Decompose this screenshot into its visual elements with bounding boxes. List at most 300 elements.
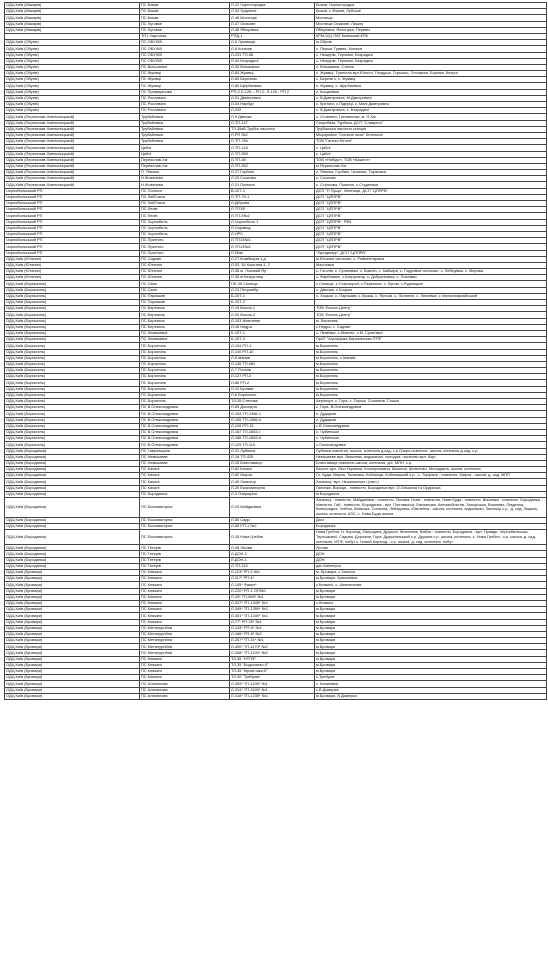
consumers-cell[interactable]: м.Бровари (315, 588, 547, 594)
dispatch-center-cell[interactable]: ОДЦ Київ (Бориспіль) (5, 392, 140, 398)
substation-cell[interactable]: ПС Березань (140, 312, 230, 318)
line-cell[interactable]: Л-84 Березняк (230, 77, 315, 83)
consumers-cell[interactable]: Немішаєве вул. Вишнева, водоканал, колодязі, частково вул. Корі. (315, 454, 547, 460)
substation-cell[interactable]: ПС Бориспіль (140, 374, 230, 380)
dispatch-center-cell[interactable]: ОДЦ Київ (Бровари) (5, 613, 140, 619)
line-cell[interactable]: Л-351* ТП-1340* №1 (230, 613, 315, 619)
dispatch-center-cell[interactable]: ОДЦ Київ (Бородянка) (5, 545, 140, 551)
consumers-cell[interactable]: дач Киїенерго (315, 563, 547, 569)
consumers-cell[interactable]: м.Бориспіль (315, 380, 547, 386)
dispatch-center-cell[interactable]: ОДЦ Київ (Бровари) (5, 687, 140, 693)
consumers-cell[interactable]: с.Олександрівка (315, 442, 547, 448)
consumers-cell[interactable]: м.Бориспіль, с Іванків (315, 355, 547, 361)
dispatch-center-cell[interactable]: ОДЦ Київ (Ютянин) (5, 275, 140, 281)
line-cell[interactable]: Л-257* ТП-31* №1 (230, 638, 315, 644)
line-cell[interactable]: Л-20 Ексковаторна (230, 485, 315, 491)
dispatch-center-cell[interactable]: ОДЦ Київ (Бориспіль) (5, 399, 140, 405)
consumers-cell[interactable]: Мікрорайон "Спільне лиха" Котельня (315, 132, 547, 138)
consumers-cell[interactable]: м.Бровари (315, 607, 547, 613)
dispatch-center-cell[interactable]: ОДЦ Київ (Обухів) (5, 77, 140, 83)
consumers-cell[interactable]: с. Кощинівка (315, 89, 547, 95)
line-cell[interactable]: Л-83 Жуківці (230, 71, 315, 77)
consumers-cell[interactable]: Дачі (315, 517, 547, 523)
dispatch-center-cell[interactable]: ОДЦ Київ (Бориспіль) (5, 368, 140, 374)
line-cell[interactable]: Л-69 Дослідна (230, 405, 315, 411)
substation-cell[interactable]: ПС Бориспіль (140, 343, 230, 349)
consumers-cell[interactable]: м.Ютянин частково, с. Рейментарівка (315, 256, 547, 262)
dispatch-center-cell[interactable]: ОДЦ Київ (Бровари) (5, 619, 140, 625)
consumers-cell[interactable]: с. В.Дмитровичі, М.Дмитровичі (315, 95, 547, 101)
substation-cell[interactable]: Переяслав-Хм (140, 163, 230, 169)
consumers-cell[interactable]: с. Калинівка (315, 681, 547, 687)
substation-cell[interactable]: ПС Жуківці (140, 77, 230, 83)
consumers-cell[interactable]: с. Жуківці, с. Щербанівка (315, 83, 547, 89)
line-cell[interactable]: РПД-1 (230, 33, 315, 39)
dispatch-center-cell[interactable]: ОДЦ Київ (Бровари) (5, 669, 140, 675)
line-cell[interactable]: Л-186 ТП-1653-ІІ (230, 436, 315, 442)
dispatch-center-cell[interactable]: ОДЦ Київ (Переяслав-Хмельницький) (5, 114, 140, 120)
dispatch-center-cell[interactable]: ОДЦ Київ (Бровари) (5, 644, 140, 650)
dispatch-center-cell[interactable]: ОДЦ Київ (Бровари) (5, 582, 140, 588)
line-cell[interactable]: Л-47 Осикове (230, 21, 315, 27)
substation-cell[interactable]: ПС Тетерів (140, 545, 230, 551)
consumers-cell[interactable]: с. Леміївка, с.Жовтне, с.М. Сулогівка (315, 330, 547, 336)
dispatch-center-cell[interactable]: ОДЦ Київ (Бородянка) (5, 454, 140, 460)
line-cell[interactable]: Л-ТП1Ф (230, 207, 315, 213)
dispatch-center-cell[interactable]: ОДЦ Київ (Обухів) (5, 64, 140, 70)
line-cell[interactable]: Л-28 Лісова (230, 545, 315, 551)
line-cell[interactable]: Л-5 Лукавиця (230, 40, 315, 46)
line-cell[interactable]: Л-135 ТП-982 (230, 361, 315, 367)
line-cell[interactable]: Л-46 Мостище (230, 15, 315, 21)
consumers-cell[interactable]: ДОН (315, 551, 547, 557)
line-cell[interactable]: Л-ТП-79-1 (230, 194, 315, 200)
consumers-cell[interactable]: м.Бровари (315, 650, 547, 656)
substation-cell[interactable]: ПС Ексковаторна (140, 530, 230, 545)
substation-cell[interactable]: ПС Металургійна (140, 650, 230, 656)
substation-cell[interactable]: ПС Княжичі (140, 607, 230, 613)
consumers-cell[interactable]: с. Строкова, Помоклі, с.Студеники (315, 182, 547, 188)
consumers-cell[interactable]: КРМ-2(1) ПАТ Київський КПК (315, 33, 547, 39)
substation-cell[interactable]: ПС Бишів (140, 3, 230, 9)
dispatch-center-cell[interactable]: Чорнобильський РП (5, 244, 140, 250)
consumers-cell[interactable]: м.Бровари (315, 594, 547, 600)
substation-cell[interactable]: ПС Бишів (140, 15, 230, 21)
consumers-cell[interactable]: Загальці: вул. Незалежності (част.) (315, 479, 547, 485)
substation-cell[interactable]: ПС Княжичі (140, 619, 230, 625)
consumers-cell[interactable]: ДСП "ЦППРВ" (315, 201, 547, 207)
substation-cell[interactable]: Трубайлівка (140, 126, 230, 132)
substation-cell[interactable]: ПС Прип'ять (140, 244, 230, 250)
line-cell[interactable]: Л-10 Кучаків (230, 386, 315, 392)
substation-cell[interactable]: ПС В.Олександрівка (140, 405, 230, 411)
dispatch-center-cell[interactable]: ОДЦ Київ (Боришпіль) (5, 306, 140, 312)
line-cell[interactable]: Л-15 Блиставиця (230, 460, 315, 466)
substation-cell[interactable]: ПС ЛабГлиха (140, 194, 230, 200)
substation-cell[interactable]: Циблі (140, 151, 230, 157)
dispatch-center-cell[interactable]: ОДЦ Київ (Макарів) (5, 15, 140, 21)
line-cell[interactable]: Л-126 РП-13 (230, 423, 315, 429)
consumers-cell[interactable]: Лісова (315, 545, 547, 551)
substation-cell[interactable]: ПС Ексковаторна (140, 517, 230, 523)
dispatch-center-cell[interactable]: ОДЦ Київ (Бориспіль) (5, 423, 140, 429)
dispatch-center-cell[interactable]: ОДЦ Київ (Бориспіль) (5, 361, 140, 367)
dispatch-center-cell[interactable]: Чорнобильський РП (5, 188, 140, 194)
substation-cell[interactable]: ПС Бородянка (140, 491, 230, 497)
consumers-cell[interactable]: Аеропорт, с. Гора, с. Гирськ, Сошників, Сошки (315, 399, 547, 405)
substation-cell[interactable]: Переяслав-Хм (140, 157, 230, 163)
line-cell[interactable]: Л-20 Соснова (230, 176, 315, 182)
dispatch-center-cell[interactable]: ОДЦ Київ (Бориспіль) (5, 386, 140, 392)
dispatch-center-cell[interactable]: ОДЦ Київ (Бородянка) (5, 517, 140, 523)
dispatch-center-cell[interactable]: ОДЦ Київ (Макарів) (5, 9, 140, 15)
consumers-cell[interactable]: с.Княжичі (315, 600, 547, 606)
line-cell[interactable]: Л-27 Горбані (230, 170, 315, 176)
line-cell[interactable]: Л-25* ТП-989* №1 (230, 594, 315, 600)
line-cell[interactable]: Л-35 м. Лозовий Яр (230, 269, 315, 275)
dispatch-center-cell[interactable]: ОДЦ Київ (Макарів) (5, 3, 140, 9)
consumers-cell[interactable]: с.Требухів (315, 675, 547, 681)
consumers-cell[interactable]: м.Бориспіль (315, 392, 547, 398)
substation-cell[interactable]: ПС Рославичі (140, 102, 230, 108)
substation-cell[interactable]: ПС Качалі (140, 473, 230, 479)
consumers-cell[interactable]: Блиставиця повністю школа, котельня, д/с, МПН, с.р. (315, 460, 547, 466)
line-cell[interactable]: Л-77* РП-25* №1 (230, 619, 315, 625)
line-cell[interactable]: Л-166* РП-8* №2 (230, 631, 315, 637)
line-cell[interactable]: Л-ТП-143 (230, 145, 315, 151)
dispatch-center-cell[interactable]: ОДЦ Київ (Бориспіль) (5, 442, 140, 448)
line-cell[interactable]: Л-34 Нарбур (230, 102, 315, 108)
substation-cell[interactable]: ПС Жуківці (140, 83, 230, 89)
substation-cell[interactable]: ПС Княжичі (140, 570, 230, 576)
substation-cell[interactable]: ПС Паришків (140, 293, 230, 299)
consumers-cell[interactable]: м.Бориспіль (315, 361, 547, 367)
consumers-cell[interactable]: м.Бориспіль (315, 368, 547, 374)
substation-cell[interactable]: ПС Княжичі (140, 588, 230, 594)
substation-cell[interactable]: ПС Бориспіль (140, 368, 230, 374)
substation-cell[interactable]: ПС Немішаєве (140, 460, 230, 466)
substation-cell[interactable]: Трубайлівка (140, 120, 230, 126)
consumers-cell[interactable]: м.Бровари (315, 662, 547, 668)
dispatch-center-cell[interactable]: ОДЦ Київ (Бородянка) (5, 557, 140, 563)
substation-cell[interactable]: ПС Бориспіль (140, 361, 230, 367)
dispatch-center-cell[interactable]: ОДЦ Київ (Боришпіль) (5, 281, 140, 287)
dispatch-center-cell[interactable]: ОДЦ Київ (Бородянка) (5, 460, 140, 466)
line-cell[interactable]: Л-154 ТП-1366-1 (230, 411, 315, 417)
line-cell[interactable]: Б-10Т-2 (230, 300, 315, 306)
consumers-cell[interactable]: Мостище (315, 15, 547, 21)
line-cell[interactable]: Л-ТП-5№2 (230, 213, 315, 219)
substation-cell[interactable]: ПС Чорнобиль (140, 231, 230, 237)
consumers-cell[interactable]: Спортбаза, Турбаза, ДСП "Славутич" (315, 120, 547, 126)
substation-cell[interactable]: Циблі (140, 145, 230, 151)
line-cell[interactable]: Л-347* ТП-1345* №1 (230, 600, 315, 606)
consumers-cell[interactable]: Мостище,Осикове, Лишня (315, 21, 547, 27)
dispatch-center-cell[interactable]: ОДЦ Київ (Боришпіль) (5, 300, 140, 306)
dispatch-center-cell[interactable]: ОДЦ Київ (Обухів) (5, 46, 140, 52)
dispatch-center-cell[interactable]: ОДЦ Київ (Бориспіль) (5, 349, 140, 355)
line-cell[interactable]: Л-35 м Катруглиці (230, 275, 315, 281)
consumers-cell[interactable]: м.Бровари (315, 631, 547, 637)
line-cell[interactable]: Л-117* РП-4* (230, 576, 315, 582)
line-cell[interactable]: ТЛ-35 "НТПФ" (230, 656, 315, 662)
dispatch-center-cell[interactable]: ОДЦ Київ (Бориспіль) (5, 411, 140, 417)
dispatch-center-cell[interactable]: ОДЦ Київ (Переяслав-Хмельницький) (5, 163, 140, 169)
consumers-cell[interactable]: м.Бровари (315, 638, 547, 644)
line-cell[interactable]: Л-ТП-352 (230, 163, 315, 169)
dispatch-center-cell[interactable]: Чорнобильський РП (5, 194, 140, 200)
consumers-cell[interactable]: с. Гора, В.Олександрівка (315, 405, 547, 411)
consumers-cell[interactable]: ТОВ "Белла-Центр" (315, 306, 547, 312)
substation-cell[interactable]: ПС Княжичі (140, 656, 230, 662)
substation-cell[interactable]: ПС Княжичі (140, 669, 230, 675)
consumers-cell[interactable]: м.Бровари, Красилівка (315, 576, 547, 582)
dispatch-center-cell[interactable]: ОДЦ Київ (Бородянка) (5, 485, 140, 491)
dispatch-center-cell[interactable]: ОДЦ Київ (Переяслав-Хмельницький) (5, 132, 140, 138)
consumers-cell[interactable]: Яблунівка, Ясногірка, Перевіз (315, 27, 547, 33)
line-cell[interactable]: Л-104 РП-1 (230, 343, 315, 349)
dispatch-center-cell[interactable]: Чорнобильський РП (5, 201, 140, 207)
line-cell[interactable]: Л-220* РП-1 ОП№1 (230, 588, 315, 594)
line-cell[interactable]: Л-103 Жовтневе (230, 318, 315, 324)
dispatch-center-cell[interactable]: ОДЦ Київ (Бородянка) (5, 491, 140, 497)
dispatch-center-cell[interactable]: ОДЦ Київ (Обухів) (5, 52, 140, 58)
line-cell[interactable]: Л-314* ТП-1199* №1 (230, 687, 315, 693)
substation-cell[interactable]: ПС Качалі (140, 467, 230, 473)
dispatch-center-cell[interactable]: ОДЦ Київ (Бровари) (5, 638, 140, 644)
dispatch-center-cell[interactable]: ОДЦ Київ (Бровари) (5, 675, 140, 681)
line-cell[interactable]: Л-65 РП-1 №2 (230, 524, 315, 530)
substation-cell[interactable]: ПС Тетерів (140, 563, 230, 569)
dispatch-center-cell[interactable]: ОДЦ Київ (Боришпіль) (5, 312, 140, 318)
substation-cell[interactable]: ПС Гавронщина (140, 448, 230, 454)
dispatch-center-cell[interactable]: ОДЦ Київ (Бориспіль) (5, 417, 140, 423)
consumers-cell[interactable]: м.Бориспіль (315, 343, 547, 349)
dispatch-center-cell[interactable]: ОДЦ Київ (Бориспіль) (5, 380, 140, 386)
substation-cell[interactable]: ПС Березань (140, 318, 230, 324)
line-cell[interactable]: Л-ДОН-1 (230, 557, 315, 563)
consumers-cell[interactable]: м.Бориспіль (315, 386, 547, 392)
dispatch-center-cell[interactable]: ОДЦ Київ (Боришпіль) (5, 293, 140, 299)
substation-cell[interactable]: ПС Металургійна (140, 638, 230, 644)
dispatch-center-cell[interactable]: ОДЦ Київ (Бородянка) (5, 467, 140, 473)
substation-cell[interactable]: Трубайлівка (140, 132, 230, 138)
line-cell[interactable]: Л-113* РП-3 №1 (230, 570, 315, 576)
substation-cell[interactable]: ПС Тетерів (140, 557, 230, 563)
substation-cell[interactable]: ПС Полісся (140, 188, 230, 194)
line-cell[interactable]: Л-30 Вільшанка (230, 64, 315, 70)
line-cell[interactable]: Л-129 ТП-110 (230, 442, 315, 448)
dispatch-center-cell[interactable]: ОДЦ Київ (Бородянка) (5, 479, 140, 485)
line-cell[interactable]: Л-7 Рогозів (230, 368, 315, 374)
substation-cell[interactable]: ПС Лемешівка (140, 337, 230, 343)
line-cell[interactable]: Л-ТП-784 (230, 139, 315, 145)
line-cell[interactable]: Л-6 Іванків (230, 355, 315, 361)
consumers-cell[interactable]: м.Бровари (315, 656, 547, 662)
dispatch-center-cell[interactable]: ОДЦ Київ (Обухів) (5, 40, 140, 46)
dispatch-center-cell[interactable]: ОДЦ Київ (Переяслав-Хмельницький) (5, 126, 140, 132)
dispatch-center-cell[interactable]: ОДЦ Київ (Бровари) (5, 570, 140, 576)
dispatch-center-cell[interactable]: ОДЦ Київ (Бородянка) (5, 473, 140, 479)
substation-cell[interactable]: ПС ЛабГлиха (140, 201, 230, 207)
dispatch-center-cell[interactable]: ОДЦ Київ (Переяслав-Хмельницький) (5, 170, 140, 176)
consumers-cell[interactable]: м.Бориспіль (315, 374, 547, 380)
dispatch-center-cell[interactable]: ОДЦ Київ (Боришпіль) (5, 324, 140, 330)
substation-cell[interactable]: ПС ОБУХІВ (140, 40, 230, 46)
dispatch-center-cell[interactable]: ОДЦ Київ (Бородянка) (5, 448, 140, 454)
consumers-cell[interactable]: Лубянка повністю, школа, котельня д.сад, с.р.Озера повністю, школа, котельня д.сад, с.р. (315, 448, 547, 454)
line-cell[interactable]: Л-51 Дмитровичі (230, 95, 315, 101)
dispatch-center-cell[interactable]: ОДЦ Київ (Бориспіль) (5, 405, 140, 411)
consumers-cell[interactable]: с. Креничі, с.Підгірці, с. Малі Дмитровичі (315, 102, 547, 108)
substation-cell[interactable]: ПС Луговое (140, 21, 230, 27)
line-cell[interactable]: Л-16 ТП-425 (230, 454, 315, 460)
line-cell[interactable]: Л-66 РП-2 (230, 380, 315, 386)
dispatch-center-cell[interactable]: ОДЦ Київ (Обухів) (5, 58, 140, 64)
consumers-cell[interactable]: Галинка, Вориця - повністю, Бородянка вул. О.Ольжича та Ордиська (315, 485, 547, 491)
dispatch-center-cell[interactable]: ОДЦ Київ (Обухів) (5, 89, 140, 95)
consumers-cell[interactable]: с. Нещерів, Теремки, Безрадичі (315, 58, 547, 64)
dispatch-center-cell[interactable]: ОДЦ Київ (Бровари) (5, 588, 140, 594)
substation-cell[interactable]: Трубайлівка (140, 139, 230, 145)
consumers-cell[interactable]: с. Чубинське (315, 436, 547, 442)
dispatch-center-cell[interactable]: ОДЦ Київ (Ютянин) (5, 269, 140, 275)
substation-cell[interactable]: ПС Ексковаторна (140, 524, 230, 530)
line-cell[interactable]: Л-85 Щербанівка (230, 83, 315, 89)
substation-cell[interactable]: ПС Тетерів (140, 551, 230, 557)
substation-cell[interactable]: ТП1 Харгопна (140, 33, 230, 39)
substation-cell[interactable]: ПС Бориспіль (140, 380, 230, 386)
consumers-cell[interactable]: м.Бородянка (315, 491, 547, 497)
dispatch-center-cell[interactable]: ОДЦ Київ (Бородянка) (5, 563, 140, 569)
line-cell[interactable]: Л-18 Нова Гребля (230, 530, 315, 545)
dispatch-center-cell[interactable]: ОДЦ Київ (Бровари) (5, 693, 140, 699)
consumers-cell[interactable]: ДСП "ЦППРВ" (315, 225, 547, 231)
dispatch-center-cell[interactable]: ОДЦ Київ (Обухів) (5, 71, 140, 77)
dispatch-center-cell[interactable]: ОДЦ Київ (Бориспіль) (5, 355, 140, 361)
dispatch-center-cell[interactable]: ОДЦ Київ (Боришпіль) (5, 330, 140, 336)
line-cell[interactable]: Л-Діброва (230, 201, 315, 207)
dispatch-center-cell[interactable]: ОДЦ Київ (Бровари) (5, 607, 140, 613)
substation-cell[interactable]: ПС Лелів (140, 207, 230, 213)
dispatch-center-cell[interactable]: ОДЦ Київ (Ютянин) (5, 262, 140, 268)
line-cell[interactable]: Б-10Т-2 (230, 337, 315, 343)
substation-cell[interactable]: ПС Княжичі (140, 675, 230, 681)
dispatch-center-cell[interactable]: ОДЦ Київ (Бородянка) (5, 524, 140, 530)
substation-cell[interactable]: ПС Садове (140, 256, 230, 262)
line-cell[interactable]: Л-ТП-210 (230, 563, 315, 569)
line-cell[interactable]: Л-18 Недра (230, 324, 315, 330)
line-cell[interactable]: Л-300* ТП-1170* №2 (230, 644, 315, 650)
dispatch-center-cell[interactable]: ОДЦ Київ (Переяслав-Хмельницький) (5, 139, 140, 145)
consumers-cell[interactable]: ДОН (315, 557, 547, 563)
consumers-cell[interactable]: "Укргідмпур", ДСП "ЦППРВ" (315, 250, 547, 256)
line-cell[interactable]: Л-3 Озерщина (230, 491, 315, 497)
dispatch-center-cell[interactable]: ОДЦ Київ (Бровари) (5, 594, 140, 600)
substation-cell[interactable]: П. Яненки (140, 170, 230, 176)
line-cell[interactable]: Л-23 Петровбір (230, 287, 315, 293)
line-cell[interactable]: Л-31 Лубянка (230, 448, 315, 454)
dispatch-center-cell[interactable]: Чорнобильський РП (5, 238, 140, 244)
consumers-cell[interactable]: ТОВ «Нобідо», ТОВ «Бажест» (315, 157, 547, 163)
line-cell[interactable]: Л-20 Волла-2 (230, 312, 315, 318)
substation-cell[interactable]: ПС Березань (140, 306, 230, 312)
substation-cell[interactable]: ПС Свил (140, 281, 230, 287)
consumers-cell[interactable]: ДСП "ЦППРВ" (315, 231, 547, 237)
substation-cell[interactable]: ПС ОБУХІВ (140, 58, 230, 64)
consumers-cell[interactable]: с.Селище, с.Старокучні, с.Перемога, с. Лугові, с.Рудницьке (315, 281, 547, 287)
line-cell[interactable]: Б-10Т-1 (230, 330, 315, 336)
substation-cell[interactable]: ПС Паришків (140, 300, 230, 306)
dispatch-center-cell[interactable]: ОДЦ Київ (Бровари) (5, 631, 140, 637)
substation-cell[interactable]: Трубайлівка (140, 114, 230, 120)
line-cell[interactable]: ТЛ-35 "Требухів" (230, 675, 315, 681)
line-cell[interactable]: Л-167 ТП-1653-І (230, 429, 315, 435)
substation-cell[interactable]: ПС В.Олександрівка (140, 411, 230, 417)
dispatch-center-cell[interactable]: ОДЦ Київ (Макарів) (5, 27, 140, 33)
substation-cell[interactable]: ПС В.Олександрівка (140, 423, 230, 429)
substation-cell[interactable]: ПС В.Олександрівка (140, 442, 230, 448)
line-cell[interactable]: Л-РП №2 (230, 132, 315, 138)
dispatch-center-cell[interactable]: ОДЦ Київ (Переяслав-Хмельницький) (5, 145, 140, 151)
dispatch-center-cell[interactable]: ОДЦ Київ (Бровари) (5, 600, 140, 606)
substation-cell[interactable]: Н.Жовтнева (140, 176, 230, 182)
line-cell[interactable]: Л-48 Яблунівка (230, 27, 315, 33)
consumers-cell[interactable]: Качалі: вул. Лесі Українки, Кооперативна, Шкільна, Шевченко, Молодіжна, школа, котельня. (315, 467, 547, 473)
line-cell[interactable]: Л-155 ТП-1366-II (230, 417, 315, 423)
dispatch-center-cell[interactable]: ОДЦ Київ (Бровари) (5, 681, 140, 687)
substation-cell[interactable]: ПС Ютянин (140, 262, 230, 268)
consumers-cell[interactable]: с. Вільшанка, Степок (315, 64, 547, 70)
consumers-cell[interactable]: с. Стовпяги, Гречанники, м. П.Хм. (315, 114, 547, 120)
consumers-cell[interactable]: ДСП "ЦППРВ" (315, 238, 547, 244)
dispatch-center-cell[interactable]: ОДЦ Київ (Бориспіль) (5, 343, 140, 349)
line-cell[interactable]: Л-Янів (230, 250, 315, 256)
substation-cell[interactable]: ПС Княжичі (140, 582, 230, 588)
consumers-cell[interactable]: ПрАТ "Агрофірма Березанська ПТФ" (315, 337, 547, 343)
consumers-cell[interactable]: с. Фарбованє, с.Катрусинці, с. Добранічівка, с. Поєнівки (315, 275, 547, 281)
substation-cell[interactable]: ПС Жуківці (140, 71, 230, 77)
consumers-cell[interactable]: ДСП "ЦППРВ" (315, 244, 547, 250)
consumers-cell[interactable]: м.Переяслав-Хм (315, 163, 547, 169)
substation-cell[interactable]: ПС Металургійна (140, 644, 230, 650)
substation-cell[interactable]: ПС Княжичі (140, 600, 230, 606)
line-cell[interactable]: Л-ТП-38 (230, 157, 315, 163)
dispatch-center-cell[interactable]: ОДЦ Київ (Бориспіль) (5, 429, 140, 435)
consumers-cell[interactable]: с.В.Олександрівка (315, 423, 547, 429)
consumers-cell[interactable]: м.Обухів (315, 40, 547, 46)
line-cell[interactable]: ТЛ-35 "Кірові-шки-II" (230, 669, 315, 675)
substation-cell[interactable]: ПС В.Олександрівка (140, 429, 230, 435)
dispatch-center-cell[interactable]: ОДЦ Київ (Переяслав-Хмельницький) (5, 176, 140, 182)
consumers-cell[interactable]: с. Дударків (315, 411, 547, 417)
consumers-cell[interactable]: с. Соснова (315, 176, 547, 182)
line-cell[interactable]: Л-34 Зріднене (230, 9, 315, 15)
substation-cell[interactable]: ПС Княжичі (140, 594, 230, 600)
line-cell[interactable]: Л-53, 54 Кошгани-1, 2 (230, 262, 315, 268)
consumers-cell[interactable]: с. Циблі (315, 151, 547, 157)
consumers-cell[interactable]: м. Бровари, с.Залісся (315, 570, 547, 576)
dispatch-center-cell[interactable]: ОДЦ Київ (Переяслав-Хмельницький) (5, 157, 140, 163)
substation-cell[interactable]: ПС Ютянин (140, 269, 230, 275)
line-cell[interactable]: Л-ТП-559 (230, 151, 315, 157)
line-cell[interactable]: Л-ТП13№2 (230, 244, 315, 250)
substation-cell[interactable]: ПС Бориспіль (140, 355, 230, 361)
line-cell[interactable]: Л-349* ТП-1359* №1 (230, 607, 315, 613)
substation-cell[interactable]: ПС Промвузлова (140, 89, 230, 95)
dispatch-center-cell[interactable]: Чорнобильський РП (5, 207, 140, 213)
line-cell[interactable]: Л-140 РП-1II (230, 349, 315, 355)
